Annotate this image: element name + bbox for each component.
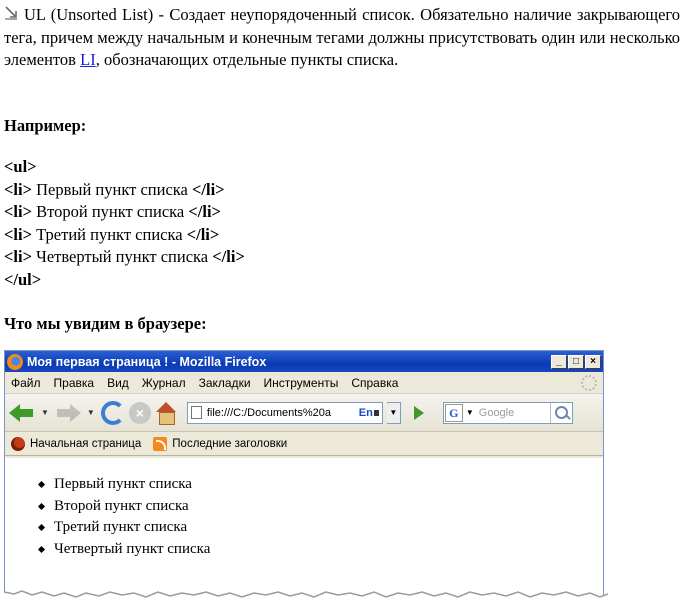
menu-bookmarks[interactable]: Закладки	[198, 375, 251, 390]
maximize-button[interactable]: □	[568, 355, 584, 369]
list-item: Первый пункт списка	[39, 474, 210, 496]
navigation-toolbar	[5, 394, 603, 432]
menu-help[interactable]: Справка	[351, 375, 399, 390]
menu-view[interactable]: Вид	[107, 375, 129, 390]
search-input[interactable]: Google	[478, 406, 515, 419]
address-bar[interactable]	[187, 402, 383, 424]
search-icon[interactable]	[550, 403, 572, 423]
page-icon	[191, 406, 202, 419]
go-icon[interactable]	[409, 403, 429, 423]
firefox-icon	[11, 437, 25, 451]
list-item: Третий пункт списка	[39, 517, 210, 539]
menu-bar	[5, 372, 603, 394]
code-line: <li> Четвертый пункт списка </li>	[4, 247, 245, 266]
title-bar[interactable]	[5, 351, 603, 372]
page-content	[5, 458, 603, 601]
menu-file[interactable]: Файл	[11, 375, 41, 390]
intro-paragraph	[4, 4, 680, 72]
list-item: Четвертый пункт списка	[39, 539, 210, 561]
bookmark-label: Последние заголовки	[172, 437, 288, 450]
back-dropdown-icon[interactable]: ▼	[41, 408, 49, 417]
anchor-icon	[4, 6, 18, 20]
menu-tools[interactable]: Инструменты	[263, 375, 339, 390]
menu-history[interactable]: Журнал	[141, 375, 186, 390]
home-icon[interactable]	[155, 402, 177, 424]
window-title: Моя первая страница ! - Mozilla Firefox	[27, 354, 267, 369]
menu-edit[interactable]: Правка	[53, 375, 95, 390]
forward-dropdown-icon[interactable]: ▼	[86, 408, 95, 417]
torn-edge	[4, 588, 608, 610]
li-link[interactable]: LI	[80, 50, 96, 69]
list-item: Второй пункт списка	[39, 496, 210, 518]
address-text[interactable]: file:///C:/Documents%20a	[206, 406, 331, 419]
bookmark-home[interactable]	[11, 437, 141, 451]
window-controls	[551, 355, 601, 369]
example-heading: Например:	[4, 116, 87, 135]
code-line: <li> Первый пункт списка </li>	[4, 179, 225, 199]
back-arrow-icon[interactable]	[9, 402, 35, 424]
minimize-button[interactable]: _	[551, 355, 567, 369]
browser-heading: Что мы увидим в браузере:	[4, 314, 207, 333]
search-engine-dropdown-icon[interactable]: ▼	[465, 408, 474, 417]
forward-arrow-icon[interactable]	[55, 402, 81, 424]
code-line: <li> Третий пункт списка </li>	[4, 224, 220, 244]
code-line: <ul>	[4, 157, 37, 176]
close-button[interactable]: ×	[585, 355, 601, 369]
search-box[interactable]	[443, 402, 573, 424]
code-example	[4, 156, 245, 291]
intro-text: UL (Unsorted List) - Создает неупорядоченный список. Обязательно наличие закрывающего тега, причем между начальным и конечным тегами должны присутствовать один или несколько элементов	[4, 5, 680, 69]
stop-icon[interactable]: ×	[129, 402, 151, 424]
rss-icon	[153, 437, 167, 451]
bookmarks-toolbar	[5, 432, 603, 456]
bookmark-latest-headlines[interactable]	[153, 437, 287, 451]
browser-window	[4, 350, 604, 602]
rendered-list	[39, 474, 210, 560]
code-line: </ul>	[4, 269, 42, 289]
bookmark-label: Начальная страница	[30, 437, 142, 450]
language-indicator: En	[359, 407, 379, 419]
address-dropdown-icon[interactable]: ▼	[387, 402, 401, 424]
throbber-icon	[581, 375, 597, 391]
firefox-icon	[7, 354, 23, 370]
google-icon[interactable]: G	[445, 404, 463, 422]
intro-text-end: , обозначающих отдельные пункты списка.	[95, 50, 399, 69]
reload-icon[interactable]	[101, 401, 125, 425]
code-line: <li> Второй пункт списка </li>	[4, 202, 221, 221]
document	[4, 4, 680, 72]
